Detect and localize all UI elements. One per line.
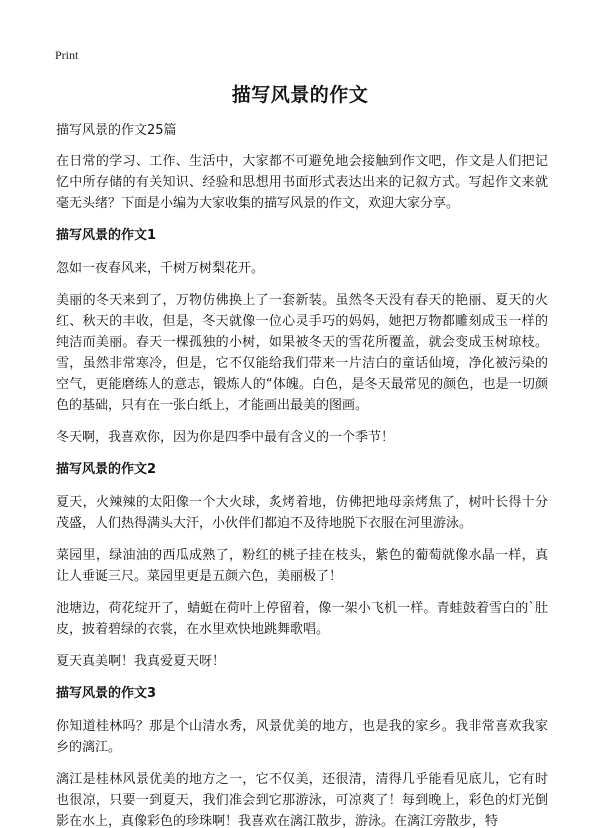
essay-section-3 [56,683,548,828]
section-heading: 描写风景的作文2 [56,462,157,477]
paragraph: 夏天真美啊！我真爱夏天呀！ [56,654,226,669]
document-title: 描写风景的作文 [231,84,369,106]
intro-paragraph: 在日常的学习、工作、生活中，大家都不可避免地会接触到作文吧，作文是人们把记忆中所存储的有关知识、经验和思想用书面形式表达出来的记叙方式。写起作文来就毫无头绪？下面是小编为大家收集的描写风景的作文，欢迎大家分享。 [56,154,548,211]
paragraph: 冬天啊，我喜欢你，因为你是四季中最有含义的一个季节！ [56,430,395,445]
document-body [56,120,548,828]
essay-section-1 [56,225,548,448]
paragraph: 池塘边，荷花绽开了，蜻蜓在荷叶上停留着，像一架小飞机一样。青蛙鼓着雪白的`肚皮，披着碧绿的衣裳，在水里欢快地跳舞歌唱。 [56,601,548,637]
paragraph: 忽如一夜春风来，千树万树梨花开。 [56,261,265,276]
section-heading: 描写风景的作文3 [56,686,157,701]
print-label[interactable]: Print [55,48,79,62]
paragraph: 美丽的冬天来到了，万物仿佛换上了一套新装。虽然冬天没有春天的艳丽、夏天的火红、秋天的丰收，但是，冬天就像一位心灵手巧的妈妈，她把万物都雕刻成玉一样的纯洁而美丽。春天一棵孤独的小树，如果被冬天的雪花所覆盖，就会变成玉树琼枝。雪，虽然非常寒冷，但是，它不仅能给我们带来一片洁白的童话仙境，净化被污染的空气，更能磨练人的意志，锻炼人的“体魄。白色，是冬天最常见的颜色，也是一切颜色的基础，只有在一张白纸上，才能画出最美的图画。 [56,293,548,413]
section-heading: 描写风景的作文1 [56,228,157,243]
paragraph: 菜园里，绿油油的西瓜成熟了，粉红的桃子挂在枝头，紫色的葡萄就像水晶一样，真让人垂诞三尺。菜园里更是五颜六色，美丽极了！ [56,548,548,584]
paragraph: 漓江是桂林风景优美的地方之一，它不仅美，还很清，清得几乎能看见底儿，它有时也很凉，只要一到夏天，我们准会到它那游泳，可凉爽了！每到晚上，彩色的灯光倒影在水上，真像彩色的珍珠啊！我喜欢在漓江散步，游泳。在漓江旁散步，特 [56,772,548,828]
paragraph: 夏天，火辣辣的太阳像一个大火球，炙烤着地，仿佛把地母亲烤焦了，树叶长得十分茂盛，人们热得满头大汗，小伙伴们都迫不及待地脱下衣服在河里游泳。 [56,495,548,531]
paragraph: 你知道桂林吗？那是个山清水秀，风景优美的地方，也是我的家乡。我非常喜欢我家乡的漓江。 [56,719,548,755]
essay-section-2 [56,459,548,672]
document-subtitle: 描写风景的作文25篇 [56,123,177,138]
